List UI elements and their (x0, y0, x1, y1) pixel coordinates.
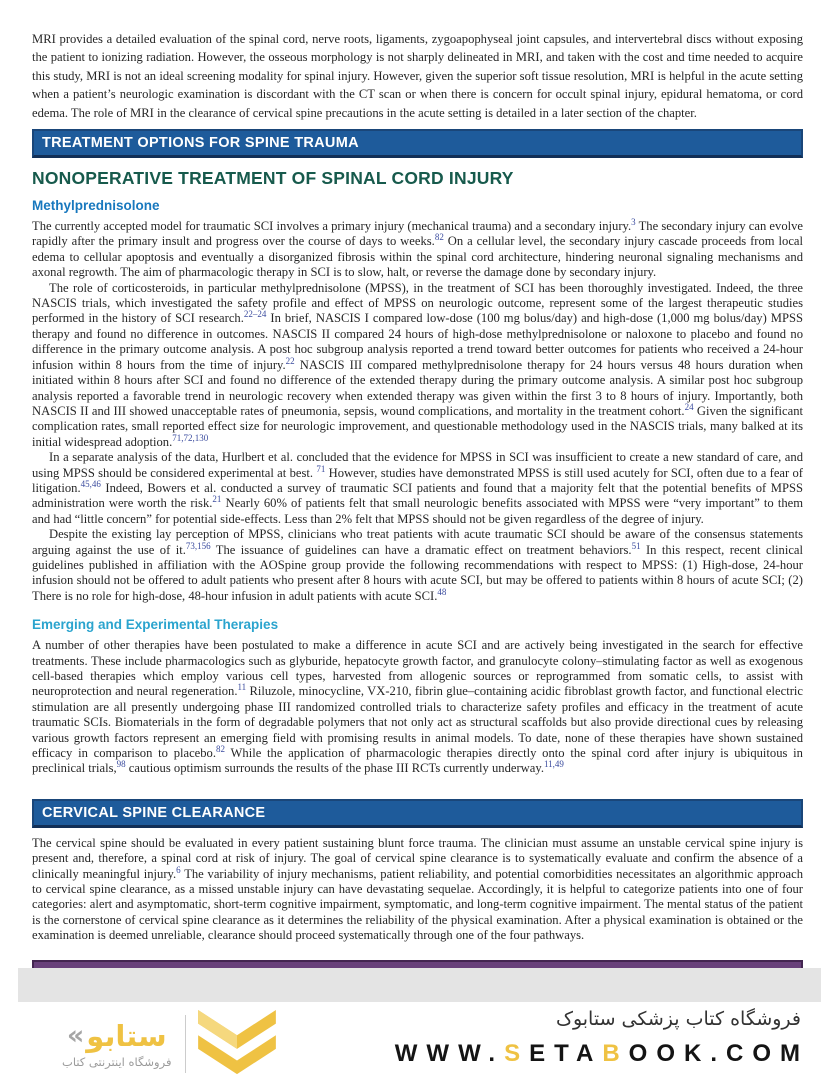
paragraph-nascis-trials: The role of corticosteroids, in particular methylprednisolone (MPSS), in the treatment of SCI has been thoroughly investigated. Indeed, the three NASCIS trials, which investigated the safety profile and effect of MPSS on neurologic outcome, represent some of the largest therapeutic studies performed in the history of SCI research.$^{22-24}$ In brief, NASCIS I compared low-dose (100 mg bolus/day) and high-dose (1,000 mg bolus/day) MPSS therapy and found no difference in outcomes. NASCIS II compared 24 hours of high-dose methylprednisolone or naloxone to placebo and found no difference in the primary outcome analysis. A post hoc subgroup analysis reported a trend toward better outcomes for patients who received a 24-hour infusion within 8 hours from the time of injury.$^{22}$ NASCIS III compared methylprednisolone therapy for 24 hours versus 48 hours duration when initiated within 8 hours after SCI and found no difference of the extended therapy during the primary outcome analysis. A similar post hoc subgroup analysis reported a favorable trend in neurologic recovery when extended therapy was given within the first 3 to 8 hours of injury. Importantly, both NASCIS II and III showed unacceptable rates of pneumonia, sepsis, wound complications, and mortality in the treatment cohort.$^{24}$ Given the significant complication rates, small reported effect size for neurologic improvement, and questionable methodology used in the NASCIS trials, many balked at its initial widespread adoption.$^{71,72,130}$ (32, 280, 804, 449)
reference-link[interactable]: 51 (631, 540, 641, 551)
intro-paragraph: MRI provides a detailed evaluation of the spinal cord, nerve roots, ligaments, zygoapophyseal joint capsules, and intervertebral discs without exposing the patient to ionizing radiation. However, the osseous morphology is not sharply delineated in MRI, and taken with the cost and time needed to acquire this study, MRI is not an ideal screening modality for spinal injury. However, given the superior soft tissue resolution, MRI is helpful in the acute setting when a patient’s neurologic examination is discordant with the CT scan or when there is concern for occult spinal injury, epidural hematoma, or cord edema. The role of MRI in the clearance of cervical spine precautions in the acute setting is detailed in a later section of the chapter. (32, 32, 803, 120)
section-header-treatment-options: TREATMENT OPTIONS FOR SPINE TRAUMA (32, 129, 803, 158)
paragraph-emerging-therapies: A number of other therapies have been postulated to make a difference in acute SCI and are actively being investigated in the search for effective treatments. These include pharmacologics such as glyburide, hepatocyte growth factor, and granulocyte colony–stimulating factor as well as exogenous cell-based therapies which employ various cell types, harvested from allogenic sources or reprogrammed from somatic cells, to assist with neuroprotection and neural regeneration.$^{11}$ Riluzole, minocycline, VX-210, fibrin glue–containing acidic fibroblast growth factor, and functional electric stimulation are all presently undergoing phase III randomized controlled trials to characterize safety profiles and efficacy in the treatment of acute traumatic SCIs. Biomaterials in the form of degradable polymers that not only act as structural scaffolds but also provide directional cues by releasing various growth factors represent an emerging field with promising results in animal models. To date, none of these therapies have shown sustained efficacy in comparison to placebo.$^{82}$ While the application of pharmacologic therapies directly onto the spinal cord after injury is ubiquitous in preclinical trials,$^{98}$ cautious optimism surrounds the results of the phase III RCTs currently underway.$^{11,49}$ (32, 638, 803, 776)
subheading-emerging-therapies: Emerging and Experimental Therapies (32, 617, 279, 633)
paragraph-sci-model: The currently accepted model for traumatic SCI involves a primary injury (mechanical trauma) and a secondary injury.$^3$ The secondary injury can evolve rapidly after the primary insult and progress over the course of days to weeks.$^{82}$ On a cellular level, the secondary injury cascade proceeds from local edema to cellular apoptosis and eventually a disorganized fibrosis within the spinal cord architecture, hindering neuronal signaling mechanisms and axonal regrowth. The aim of pharmacologic therapy in SCI is to slow, halt, or reverse the damage done by secondary injury. (32, 216, 804, 280)
url-highlight-letter: B (602, 1040, 629, 1067)
reference-link[interactable]: 45,46 (80, 478, 101, 489)
reference-link[interactable]: 11 (237, 682, 247, 693)
paragraph-cervical-clearance: The cervical spine should be evaluated in every patient sustaining blunt force trauma. The clinician must assume an unstable cervical spine injury is present and, therefore, a spinal cord at risk of injury. The goal of cervical spine clearance is to systematically evaluate and confirm the absence of a clinically meaningful injury.$^6$ The variability of injury mechanisms, patient reliability, and potential comorbidities necessitates an algorithmic approach to cervical spine clearance, as a missed unstable injury can have devastating sequelae. Accordingly, it is helpful to categorize patients into one of four categories: alert and asymptomatic, short-term cognitive impairment, symptomatic, and long-term cognitive impairment. The mental status of the patient is the cornerstone of cervical spine clearance as it determines the reliability of the physical examination. After a physical examination is obtained or the examination is deemed unreliable, clearance should proceed systematically through one of the four pathways. (32, 835, 803, 943)
logo-kaf-glyph: « (66, 1020, 85, 1051)
reference-link[interactable]: 3 (631, 216, 636, 227)
reference-link[interactable]: 22–24 (243, 309, 267, 320)
section-header-cervical-clearance: CERVICAL SPINE CLEARANCE (32, 799, 803, 828)
reference-link[interactable]: 48 (437, 586, 447, 597)
setabook-logo[interactable] (62, 1010, 276, 1078)
reference-link[interactable]: 82 (216, 743, 225, 754)
logo-text-block (62, 1020, 171, 1069)
footer-gray-band (18, 968, 821, 1002)
reference-link[interactable]: 82 (434, 232, 444, 243)
store-title-persian: فروشگاه کتاب پزشکی ستابوک (555, 1008, 801, 1030)
subheading-methylprednisolone: Methylprednisolone (32, 198, 160, 214)
heading-nonoperative-treatment: NONOPERATIVE TREATMENT OF SPINAL CORD INJURY (32, 168, 514, 189)
logo-divider (185, 1015, 186, 1073)
reference-link[interactable]: 71,72,130 (172, 432, 209, 443)
chevron-emblem-icon (198, 1010, 276, 1078)
paragraph-guidelines: Despite the existing lay perception of MPSS, clinicians who treat patients with acute traumatic SCI should be aware of the consensus statements arguing against the use of it.$^{73,156}$ The issuance of guidelines can have a dramatic effect on treatment behaviors.$^{51}$ In this respect, recent clinical guidelines published in affiliation with the AOSpine group provide the following recommendations with respect to MPSS: (1) High-dose, 24-hour infusion should not be offered to adult patients who present after 8 hours with acute SCI, but may be offered to patients within 8 hours of acute SCI; (2) There is no role for high-dose, 48-hour infusion in adult patients with acute SCI.$^{48}$ (32, 527, 804, 603)
reference-link[interactable]: 98 (116, 759, 126, 770)
reference-link[interactable]: 21 (212, 494, 222, 505)
reference-link[interactable]: 73,156 (185, 540, 211, 551)
logo-wordmark: ستابو (86, 1018, 167, 1053)
reference-link[interactable]: 22 (285, 355, 295, 366)
logo-tagline: فروشگاه اینترنتی کتاب (62, 1054, 172, 1069)
reference-link[interactable]: 24 (684, 401, 694, 412)
reference-link[interactable]: 6 (176, 864, 181, 875)
paragraph-hurlbert-analysis: In a separate analysis of the data, Hurlbert et al. concluded that the evidence for MPSS in SCI was insufficient to create a new standard of care, and using MPSS should be considered experimental at best. $^{71}$ However, studies have demonstrated MPSS is still used acutely for SCI, often due to a fear of litigation.$^{45,46}$ Indeed, Bowers et al. conducted a survey of traumatic SCI patients and found that a majority felt that the potential benefits of MPSS administration were worth the risk.$^{21}$ Nearly 60% of patients felt that small neurologic benefits associated with MPSS were “very important” to them and had “little concern” for potential side-effects. Less than 2% felt that MPSS should not be given regardless of the degree of injury. (32, 450, 803, 526)
url-highlight-letter: S (504, 1040, 530, 1067)
reference-link[interactable]: 71 (316, 463, 326, 474)
footer (0, 1002, 835, 1080)
reference-link[interactable]: 11,49 (544, 759, 564, 770)
website-url[interactable]: WWW.SETABOOK.COM (394, 1040, 809, 1067)
